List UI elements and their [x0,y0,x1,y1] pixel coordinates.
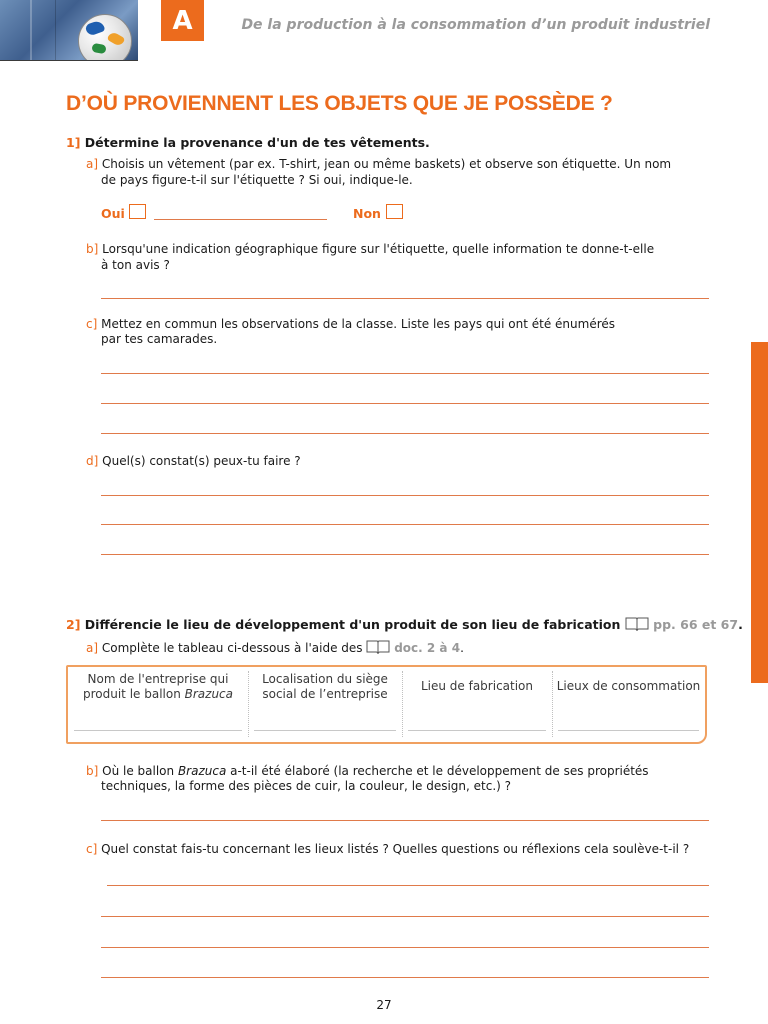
side-tab-marker [751,342,768,683]
answer-table [66,665,707,744]
question-1c-line2: par tes camarades. [101,332,218,346]
non-checkbox[interactable] [386,204,403,219]
page-title: D’OÙ PROVIENNENT LES OBJETS QUE JE POSSÈDE ? [66,92,613,115]
question-2b-line2: techniques, la forme des pièces de cuir, la couleur, le design, etc.) ? [101,779,512,793]
page-number: 27 [376,998,392,1012]
question-1b [86,242,654,258]
question-2-title: Différencie le lieu de développement d'un produit de son lieu de fabrication [84,617,621,632]
question-1a-letter: a] [86,157,99,171]
question-2a: a] Complète le tableau ci-dessous à l'aide des doc. 2 à 4. [86,641,464,655]
question-2c-line1: Quel constat fais-tu concernant les lieux listés ? Quelles questions ou réflexions cela soulève-t-il ? [101,842,690,856]
oui-label: Oui [101,206,125,221]
oui-checkbox[interactable] [129,204,146,219]
answer-line[interactable] [101,916,709,917]
table-header: Localisation du siège social de l’entreprise [262,672,388,701]
question-1a-line1: Choisis un vêtement (par ex. T-shirt, jean ou même baskets) et observe son étiquette. Un nom [101,157,672,171]
question-1c [86,317,615,333]
question-1d [86,454,301,470]
question-2-heading: 2] Différencie le lieu de développement d'un produit de son lieu de fabrication pp. 66 et 67. [66,617,743,632]
question-1a [86,157,671,173]
table-col-siege [248,667,402,742]
answer-line[interactable] [101,820,709,821]
question-2a-text: Complète le tableau ci-dessous à l'aide des [101,641,363,655]
header-photo-jeans-ball [0,0,138,61]
answer-line[interactable] [101,298,709,299]
question-2b: b] Où le ballon Brazuca a-t-il été élaboré (la recherche et le développement de ses propriétés [86,764,649,778]
question-1d-line1: Quel(s) constat(s) peux-tu faire ? [102,454,301,468]
question-2b-letter: b] [86,764,99,778]
table-header: Nom de l'entreprise qui produit le ballon Brazuca [82,672,233,701]
table-answer-line[interactable] [254,730,396,731]
chapter-title: De la production à la consommation d’un produit industriel [241,17,710,33]
answer-line[interactable] [101,554,709,555]
book-icon [625,616,649,632]
question-1-title: Détermine la provenance d'un de tes vêtements. [84,135,430,150]
question-1b-line2: à ton avis ? [101,258,170,272]
answer-line[interactable] [107,885,709,886]
non-label: Non [353,206,381,221]
question-1c-line1: Mettez en commun les observations de la classe. Liste les pays qui ont été énumérés [101,317,616,331]
answer-line[interactable] [101,495,709,496]
answer-line[interactable] [101,977,709,978]
question-2c [86,842,689,858]
question-1-heading [66,135,430,150]
table-header: Lieu de fabrication [420,679,534,693]
question-1-number: 1] [66,135,81,150]
answer-line[interactable] [101,524,709,525]
question-2c-letter: c] [86,842,98,856]
question-2-number: 2] [66,617,81,632]
question-1b-line1: Lorsqu'une indication géographique figure sur l'étiquette, quelle information te donne-t-elle [102,242,655,256]
table-answer-line[interactable] [558,730,699,731]
section-badge: A [161,0,204,41]
book-icon [366,639,390,655]
table-col-entreprise [68,667,248,742]
question-2a-letter: a] [86,641,99,655]
question-1d-letter: d] [86,454,99,468]
table-answer-line[interactable] [74,730,242,731]
table-col-consommation [552,667,705,742]
question-1c-letter: c] [86,317,98,331]
answer-line[interactable] [101,947,709,948]
question-1b-letter: b] [86,242,99,256]
table-col-fabrication [402,667,552,742]
question-2-page-ref: pp. 66 et 67 [653,617,739,632]
answer-line[interactable] [101,373,709,374]
answer-line[interactable] [101,433,709,434]
table-header: Lieux de consommation [556,679,701,693]
question-1a-line2: de pays figure-t-il sur l'étiquette ? Si oui, indique-le. [101,173,413,187]
answer-line[interactable] [101,403,709,404]
question-2a-doc-ref: doc. 2 à 4 [394,641,461,655]
table-answer-line[interactable] [408,730,546,731]
oui-answer-line[interactable] [154,219,327,220]
